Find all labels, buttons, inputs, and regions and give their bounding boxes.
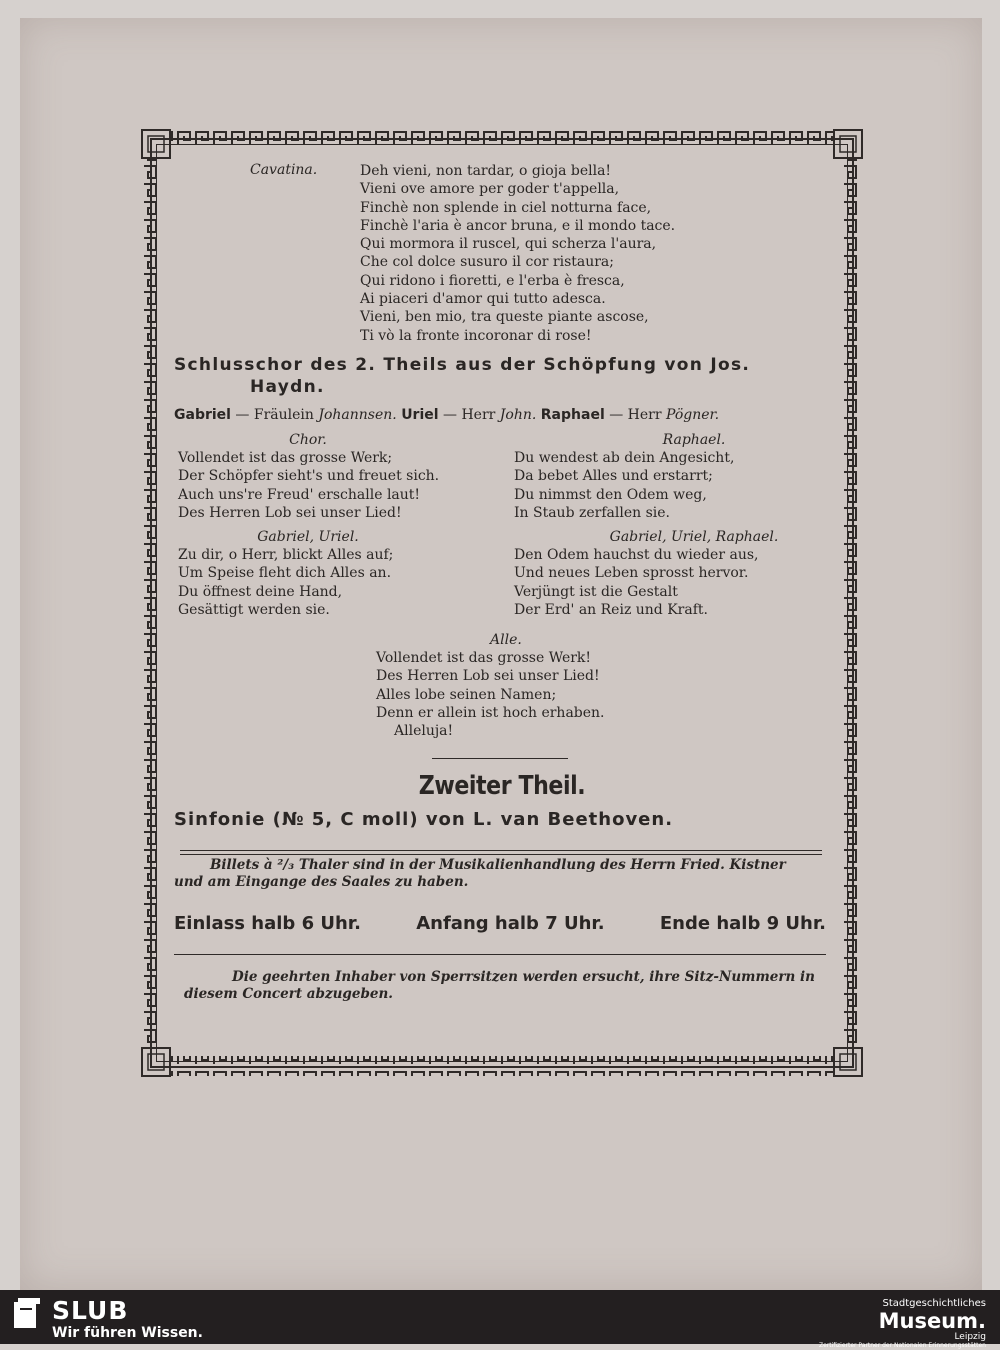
verse-line: Finchè non splende in ciel notturna face, [360,199,652,216]
verse-line: Ti vò la fronte incoronar di rose! [360,327,592,344]
stanza-line: Denn er allein ist hoch erhaben. [376,704,605,721]
singer-gabriel: Johannsen. [318,407,397,423]
stanza-alle [174,631,830,740]
verse-line: Qui mormora il ruscel, qui scherza l'aura, [360,236,657,253]
stanza-title: Gabriel, Uriel. [257,529,359,546]
admission-time: Einlass halb 6 Uhr. [174,913,361,935]
section-divider [432,758,568,759]
verse-line: Ai piaceri d'amor qui tutto adesca. [360,291,606,308]
museum-line4: Zertifizierter Partner der Nationalen Erinnerungsstätten [818,1342,986,1349]
stanza-line: Verjüngt ist die Gestalt [514,583,678,600]
right-column [514,431,834,625]
verse-line: Qui ridono i fioretti, e l'erba è fresca, [360,272,625,289]
start-time: Anfang halb 7 Uhr. [416,913,605,935]
stanza-title: Gabriel, Uriel, Raphael. [609,529,779,546]
stanza-line: Um Speise fleht dich Alles an. [178,565,392,582]
stanza-line: In Staub zerfallen sie. [514,504,670,521]
part-two-title: Zweiter Theil. [418,771,586,802]
sinfonie-entry: Sinfonie (№ 5, C moll) von L. van Beethoven. [174,809,674,831]
stanza-line: Des Herren Lob sei unser Lied! [178,504,402,521]
seat-notice [174,969,830,1003]
stanza-chor [178,431,498,522]
schedule-times [174,913,826,934]
stanza-line: Du öffnest deine Hand, [178,583,343,600]
role-gabriel: Gabriel [174,407,231,423]
alle-lines [174,649,830,740]
verse-line: Deh vieni, non tardar, o gioja bella! [360,163,612,179]
stanza-line: Auch uns're Freud' erschalle laut! [178,486,421,503]
left-column [178,431,498,625]
role-separator: — Herr [438,407,500,423]
stanza-line: Des Herren Lob sei unser Lied! [376,668,600,685]
stanza-line: Vollendet ist das grosse Werk! [376,650,592,666]
verse-line: Che col dolce susuro il cor ristaura; [360,254,614,271]
stanza-line: Der Erd' an Reiz und Kraft. [514,602,708,619]
slub-name: SLUB [52,1296,129,1325]
museum-line2: Museum. [878,1309,986,1333]
museum-logo[interactable] [819,1298,986,1350]
stanza-line: Alles lobe seinen Namen; [376,686,557,703]
schlusschor-heading-line2: Haydn. [250,377,325,397]
stanza-raphael [514,431,834,522]
stanza-line: Und neues Leben sprosst hervor. [514,565,749,582]
seat-notice-line1: Die geehrten Inhaber von Sperrsitzen werden ersucht, ihre Sitz-Nummern in [232,969,815,986]
chorus-columns [174,431,830,633]
stanza-line: Zu dir, o Herr, blickt Alles auf; [178,547,394,564]
cavatina-verses [360,162,675,345]
slub-tagline: Wir führen Wissen. [52,1325,203,1341]
cast-list [174,407,830,423]
seat-notice-line2: diesem Concert abzugeben. [184,986,393,1003]
stanza-line: Du wendest ab dein Angesicht, [514,450,735,466]
role-separator: — Fräulein [230,407,319,423]
ticket-info-line2: und am Eingange des Saales zu haben. [174,874,469,891]
museum-line1: Stadtgeschichtliches [882,1298,986,1309]
program-content [174,160,830,1003]
stanza-gabriel-uriel-raphael [514,528,834,619]
ticket-info-line1: Billets à ²/₃ Thaler sind in der Musikalienhandlung des Herrn Fried. Kistner [210,857,786,874]
verse-line: Vieni, ben mio, tra queste piante ascose, [360,309,649,326]
stanza-line: Gesättigt werden sie. [178,602,330,619]
role-uriel: Uriel [401,407,439,423]
stanza-line: Du nimmst den Odem weg, [514,486,707,503]
ticket-info [174,857,830,891]
full-rule [174,954,826,955]
singer-raphael: Pögner. [665,407,720,423]
schlusschor-heading [174,354,830,398]
museum-line3: Leipzig [954,1332,986,1342]
stanza-line: Da bebet Alles und erstarrt; [514,468,713,485]
stanza-line: Den Odem hauchst du wieder aus, [514,547,759,564]
slub-logo[interactable] [12,1298,203,1342]
book-icon [12,1298,40,1330]
footer-bar [0,1290,1000,1349]
stanza-title: Alle. [490,632,522,648]
verse-line: Vieni ove amore per goder t'appella, [360,181,620,198]
role-raphael: Raphael [540,407,605,423]
cavatina-section [174,160,830,350]
stanza-line: Vollendet ist das grosse Werk; [178,450,393,466]
stanza-line: Der Schöpfer sieht's und freuet sich. [178,468,440,485]
singer-uriel: John. [499,407,537,423]
cavatina-label: Cavatina. [250,162,318,178]
stanza-title: Raphael. [662,432,726,448]
double-rule [180,850,822,855]
stanza-line: Alleluja! [394,723,454,740]
role-separator: — Herr [604,407,666,423]
end-time: Ende halb 9 Uhr. [659,913,826,935]
stanza-title: Chor. [289,432,327,448]
schlusschor-heading-line1: Schlusschor des 2. Theils aus der Schöpfung von Jos. [174,355,751,375]
verse-line: Finchè l'aria è ancor bruna, e il mondo tace. [360,217,676,234]
stanza-gabriel-uriel [178,528,498,619]
